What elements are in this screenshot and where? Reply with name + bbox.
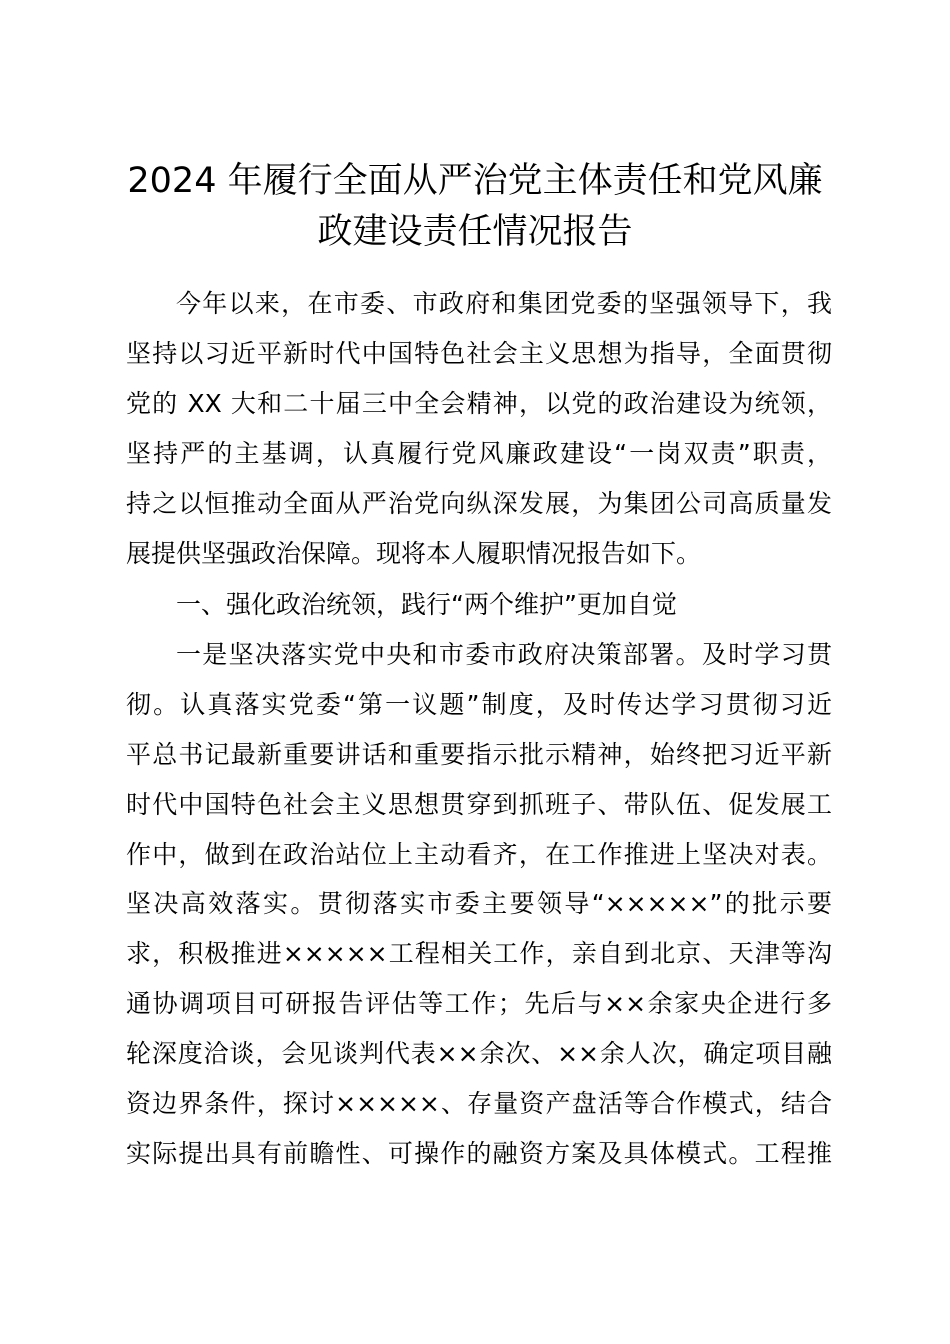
paragraph-line: 党的 XX 大和二十届三中全会精神，以党的政治建设为统领， [126,389,832,418]
paragraph-line: 作中，做到在政治站位上主动看齐，在工作推进上坚决对表。 [126,840,832,869]
paragraph-line: 持之以恒推动全面从严治党向纵深发展，为集团公司高质量发 [126,489,832,518]
paragraph-line: 通协调项目可研报告评估等工作；先后与××余家央企进行多 [126,989,832,1018]
paragraph-line: 求，积极推进×××××工程相关工作，亲自到北京、天津等沟 [126,939,832,968]
paragraph-line: 资边界条件，探讨×××××、存量资产盘活等合作模式，结合 [126,1089,832,1118]
paragraph-line: 展提供坚强政治保障。现将本人履职情况报告如下。 [126,539,702,568]
paragraph-line: 时代中国特色社会主义思想贯穿到抓班子、带队伍、促发展工 [126,790,832,819]
paragraph-line: 今年以来，在市委、市政府和集团党委的坚强领导下，我 [176,289,832,318]
paragraph-line: 坚持严的主基调，认真履行党风廉政建设“一岗双责”职责， [126,439,832,468]
paragraph-line: 轮深度洽谈，会见谈判代表××余次、××余人次，确定项目融 [126,1039,832,1068]
paragraph-line: 坚持以习近平新时代中国特色社会主义思想为指导，全面贯彻 [126,339,832,368]
paragraph-line: 平总书记最新重要讲话和重要指示批示精神，始终把习近平新 [126,740,832,769]
section-heading: 一、强化政治统领，践行“两个维护”更加自觉 [176,590,677,619]
paragraph-line: 一是坚决落实党中央和市委市政府决策部署。及时学习贯 [176,640,832,669]
document-title-line-2: 政建设责任情况报告 [317,212,633,252]
paragraph-line: 坚决高效落实。贯彻落实市委主要领导“×××××”的批示要 [126,889,832,918]
paragraph-line: 彻。认真落实党委“第一议题”制度，及时传达学习贯彻习近 [126,690,832,719]
paragraph-line: 实际提出具有前瞻性、可操作的融资方案及具体模式。工程推 [126,1139,832,1168]
document-title-line-1: 2024 年履行全面从严治党主体责任和党风廉 [127,161,823,201]
